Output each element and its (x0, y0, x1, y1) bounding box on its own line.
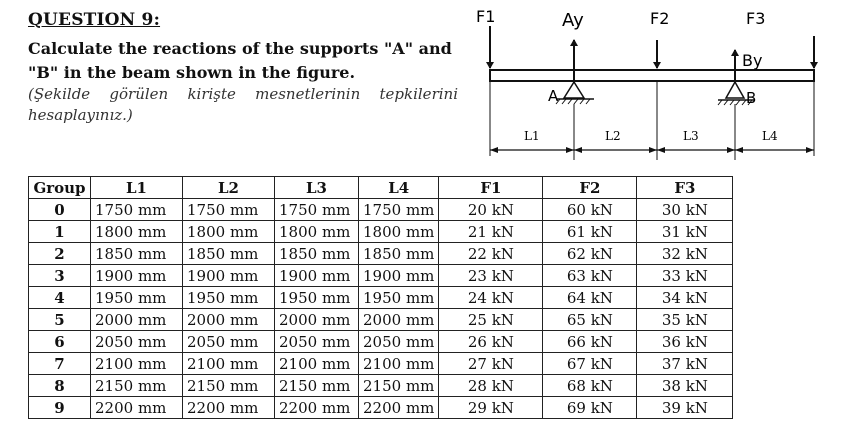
table-cell: 1800 mm (91, 221, 183, 243)
table-cell: 2200 mm (91, 397, 183, 419)
table-cell: 4 (29, 287, 91, 309)
table-cell: 33 kN (637, 265, 733, 287)
table-cell: 1950 mm (275, 287, 359, 309)
table-cell: 2100 mm (91, 353, 183, 375)
table-cell: 2050 mm (275, 331, 359, 353)
table-cell: 1900 mm (359, 265, 439, 287)
table-row (29, 397, 733, 419)
table-cell: 36 kN (637, 331, 733, 353)
table-cell: 1750 mm (275, 199, 359, 221)
header-l4: L4 (359, 177, 439, 199)
table-cell: 1750 mm (183, 199, 275, 221)
table-cell: 67 kN (543, 353, 637, 375)
table-cell: 1850 mm (359, 243, 439, 265)
support-a-label: A (548, 87, 559, 105)
table-row (29, 221, 733, 243)
table-cell: 1850 mm (91, 243, 183, 265)
table-cell: 2150 mm (183, 375, 275, 397)
question-translation: (Şekilde görülen kirişte mesnetlerinin tepkilerini hesaplayınız.) (28, 85, 458, 124)
header-l1: L1 (91, 177, 183, 199)
table-cell: 7 (29, 353, 91, 375)
table-cell: 1800 mm (275, 221, 359, 243)
table-cell: 61 kN (543, 221, 637, 243)
beam (490, 70, 814, 81)
l4-label: L4 (762, 129, 778, 143)
question-text: Calculate the reactions of the supports "A" and "B" in the beam shown in the figure. (28, 39, 452, 82)
dimension-line (490, 147, 814, 153)
table-cell: 35 kN (637, 309, 733, 331)
by-label: By (742, 51, 763, 70)
question-title: QUESTION 9: (28, 10, 161, 30)
table-row (29, 331, 733, 353)
table-cell: 2150 mm (91, 375, 183, 397)
beam-diagram (470, 0, 844, 170)
support-a (556, 82, 594, 104)
table-cell: 32 kN (637, 243, 733, 265)
support-b-label: B (746, 89, 757, 107)
table-cell: 2150 mm (275, 375, 359, 397)
table-cell: 2100 mm (275, 353, 359, 375)
header-group: Group (29, 177, 91, 199)
data-table (28, 176, 733, 419)
table-cell: 2000 mm (183, 309, 275, 331)
table-cell: 69 kN (543, 397, 637, 419)
table-cell: 1750 mm (91, 199, 183, 221)
table-cell: 38 kN (637, 375, 733, 397)
table-cell: 60 kN (543, 199, 637, 221)
table-cell: 29 kN (439, 397, 543, 419)
table-cell: 2200 mm (359, 397, 439, 419)
table-cell: 6 (29, 331, 91, 353)
table-cell: 31 kN (637, 221, 733, 243)
table-cell: 8 (29, 375, 91, 397)
table-cell: 30 kN (637, 199, 733, 221)
table-cell: 2200 mm (275, 397, 359, 419)
table-cell: 66 kN (543, 331, 637, 353)
table-cell: 1950 mm (183, 287, 275, 309)
table-cell: 5 (29, 309, 91, 331)
table-row (29, 243, 733, 265)
f2-label: F2 (650, 9, 670, 28)
table-cell: 1850 mm (183, 243, 275, 265)
table-cell: 2150 mm (359, 375, 439, 397)
table-cell: 63 kN (543, 265, 637, 287)
table-cell: 23 kN (439, 265, 543, 287)
f1-label: F1 (476, 7, 496, 26)
table-cell: 2000 mm (91, 309, 183, 331)
table-cell: 2000 mm (359, 309, 439, 331)
table-cell: 1950 mm (359, 287, 439, 309)
table-cell: 2050 mm (183, 331, 275, 353)
table-cell: 64 kN (543, 287, 637, 309)
table-cell: 1800 mm (183, 221, 275, 243)
table-cell: 2100 mm (359, 353, 439, 375)
header-f2: F2 (543, 177, 637, 199)
table-row (29, 375, 733, 397)
table-cell: 34 kN (637, 287, 733, 309)
table-row (29, 309, 733, 331)
header-l3: L3 (275, 177, 359, 199)
table-cell: 1950 mm (91, 287, 183, 309)
table-cell: 1850 mm (275, 243, 359, 265)
header-l2: L2 (183, 177, 275, 199)
table-cell: 22 kN (439, 243, 543, 265)
f3-label: F3 (746, 9, 766, 28)
table-row (29, 265, 733, 287)
table-cell: 2050 mm (359, 331, 439, 353)
table-cell: 21 kN (439, 221, 543, 243)
table-cell: 26 kN (439, 331, 543, 353)
table-cell: 65 kN (543, 309, 637, 331)
table-cell: 0 (29, 199, 91, 221)
table-cell: 2 (29, 243, 91, 265)
table-cell: 28 kN (439, 375, 543, 397)
table-cell: 68 kN (543, 375, 637, 397)
table-cell: 3 (29, 265, 91, 287)
l3-label: L3 (683, 129, 699, 143)
table-row (29, 353, 733, 375)
table-cell: 37 kN (637, 353, 733, 375)
table-row (29, 199, 733, 221)
table-cell: 2000 mm (275, 309, 359, 331)
table-cell: 20 kN (439, 199, 543, 221)
l1-label: L1 (524, 129, 540, 143)
l2-label: L2 (605, 129, 621, 143)
table-cell: 9 (29, 397, 91, 419)
table-cell: 25 kN (439, 309, 543, 331)
table-cell: 1900 mm (275, 265, 359, 287)
header-f3: F3 (637, 177, 733, 199)
table-cell: 62 kN (543, 243, 637, 265)
table-cell: 24 kN (439, 287, 543, 309)
table-cell: 2200 mm (183, 397, 275, 419)
table-cell: 27 kN (439, 353, 543, 375)
table-cell: 1800 mm (359, 221, 439, 243)
table-cell: 39 kN (637, 397, 733, 419)
header-f1: F1 (439, 177, 543, 199)
table-cell: 1 (29, 221, 91, 243)
ay-label: Ay (562, 10, 584, 31)
table-cell: 2100 mm (183, 353, 275, 375)
table-cell: 1900 mm (91, 265, 183, 287)
table-cell: 1750 mm (359, 199, 439, 221)
table-cell: 2050 mm (91, 331, 183, 353)
table-row (29, 287, 733, 309)
table-cell: 1900 mm (183, 265, 275, 287)
table-header-row (29, 177, 733, 199)
